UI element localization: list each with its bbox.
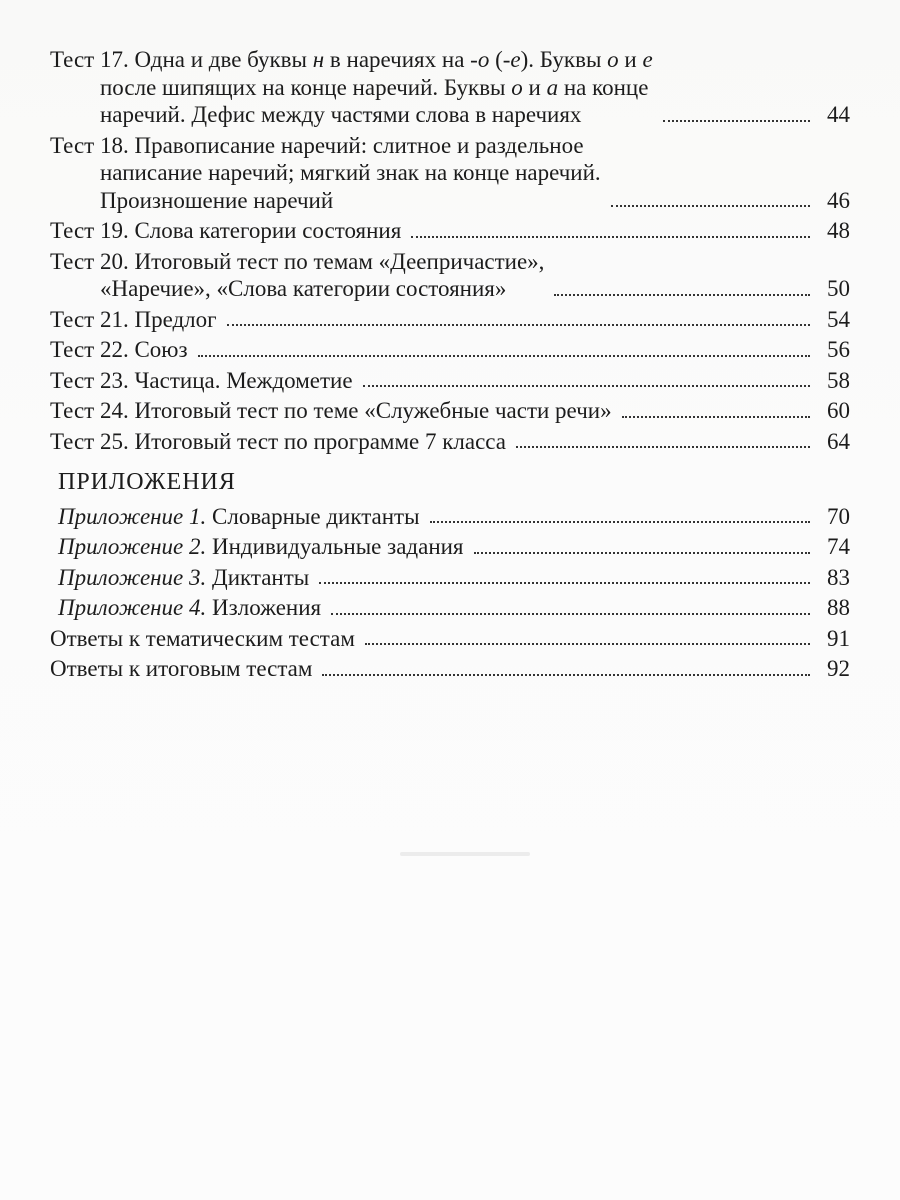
italic-letter: -о	[470, 47, 490, 72]
entry-line: после шипящих на конце наречий. Буквы о и а на конце	[100, 74, 649, 100]
entry-line: Тест 19. Слова категории состояния	[50, 218, 402, 243]
toc-entry	[50, 306, 850, 334]
toc-entry	[50, 428, 850, 456]
entry-title	[50, 397, 612, 425]
toc-entry	[50, 625, 850, 653]
entry-line: Тест 18. Правописание наречий: слитное и раздельное	[50, 132, 584, 158]
dot-leader	[322, 674, 810, 676]
entry-title	[50, 306, 217, 334]
entry-line: «Наречие», «Слова категории состояния»	[100, 276, 507, 301]
toc-entry	[50, 397, 850, 425]
appendix-title: Диктанты	[212, 564, 310, 590]
dot-leader	[516, 446, 810, 448]
appendix-title: Изложения	[212, 595, 322, 620]
appendix-prefix: Приложение 1.	[58, 503, 207, 529]
entry-title	[50, 336, 188, 364]
appendix-prefix: Приложение 4.	[58, 595, 207, 620]
page-number: 70	[827, 503, 850, 529]
appendix-title: Словарные диктанты	[212, 503, 420, 529]
dot-leader	[611, 205, 810, 207]
entry-line: Произношение наречий	[100, 187, 334, 213]
answers-list	[50, 625, 850, 683]
dot-leader	[227, 324, 810, 326]
entry-title	[50, 533, 464, 561]
entry-title: Ответы к тематическим тестам	[50, 625, 355, 651]
page-number: 54	[827, 306, 850, 332]
tests-list	[50, 46, 850, 455]
entry-title	[50, 132, 601, 215]
page-number: 88	[827, 595, 850, 620]
appendix-prefix: Приложение 3.	[58, 564, 207, 590]
dot-leader	[411, 236, 810, 238]
toc-entry	[50, 132, 850, 215]
toc-entry	[50, 594, 850, 622]
entry-line: Тест 22. Союз	[50, 337, 188, 362]
page-number: 92	[827, 656, 850, 681]
appendix-heading: ПРИЛОЖЕНИЯ	[58, 469, 236, 495]
entry-title	[50, 248, 544, 303]
dot-leader	[554, 294, 810, 296]
entry-line: написание наречий; мягкий знак на конце наречий.	[100, 160, 601, 185]
appendix-list	[50, 503, 850, 622]
entry-line: Тест 17. Одна и две буквы н в наречиях на -о (-е). Буквы о и е	[50, 47, 653, 72]
table-of-contents	[50, 46, 850, 686]
italic-letter: -е	[502, 47, 521, 72]
entry-line: Тест 21. Предлог	[50, 306, 217, 332]
toc-entry	[50, 46, 850, 129]
dot-leader	[663, 120, 810, 122]
dot-leader	[319, 582, 810, 584]
toc-entry	[50, 655, 850, 683]
entry-title	[50, 428, 506, 456]
appendix-title: Индивидуальные задания	[212, 534, 464, 559]
entry-line: Тест 20. Итоговый тест по темам «Деепричастие»,	[50, 248, 545, 274]
entry-title: Ответы к итоговым тестам	[50, 656, 313, 681]
page-number: 83	[827, 564, 850, 590]
entry-title	[50, 217, 401, 245]
toc-entry	[50, 248, 850, 303]
entry-title	[50, 503, 420, 531]
page-number: 64	[827, 428, 850, 454]
toc-entry	[50, 503, 850, 531]
entry-title	[50, 564, 309, 592]
dot-leader	[331, 613, 810, 615]
entry-title	[50, 46, 653, 129]
dot-leader	[430, 521, 810, 523]
page-number: 74	[827, 534, 850, 559]
page-number: 48	[827, 218, 850, 243]
page-number: 46	[827, 187, 850, 213]
entry-line: Тест 23. Частица. Междометие	[50, 367, 353, 393]
entry-line: Тест 24. Итоговый тест по теме «Служебные части речи»	[50, 398, 612, 423]
toc-entry	[50, 564, 850, 592]
toc-entry	[50, 217, 850, 245]
entry-title	[50, 594, 321, 622]
page-number: 56	[827, 337, 850, 362]
dot-leader	[363, 385, 810, 387]
dot-leader	[622, 416, 810, 418]
appendix-prefix: Приложение 2.	[58, 534, 207, 559]
italic-letter: н	[312, 47, 325, 72]
toc-entry	[50, 533, 850, 561]
entry-line: Тест 25. Итоговый тест по программе 7 класса	[50, 428, 506, 454]
page-smudge	[400, 852, 530, 856]
page-number: 50	[827, 276, 850, 301]
dot-leader	[365, 643, 810, 645]
page-number: 58	[827, 367, 850, 393]
toc-entry	[50, 336, 850, 364]
italic-letter: а	[546, 74, 559, 100]
entry-title	[50, 367, 353, 395]
dot-leader	[474, 552, 810, 554]
dot-leader	[198, 355, 810, 357]
page-number: 60	[827, 398, 850, 423]
toc-entry	[50, 367, 850, 395]
italic-letter: е	[642, 47, 653, 72]
italic-letter: о	[607, 47, 619, 72]
italic-letter: о	[511, 74, 523, 100]
page-number: 44	[827, 102, 850, 127]
entry-line: наречий. Дефис между частями слова в наречиях	[100, 102, 582, 127]
page-number: 91	[827, 625, 850, 651]
